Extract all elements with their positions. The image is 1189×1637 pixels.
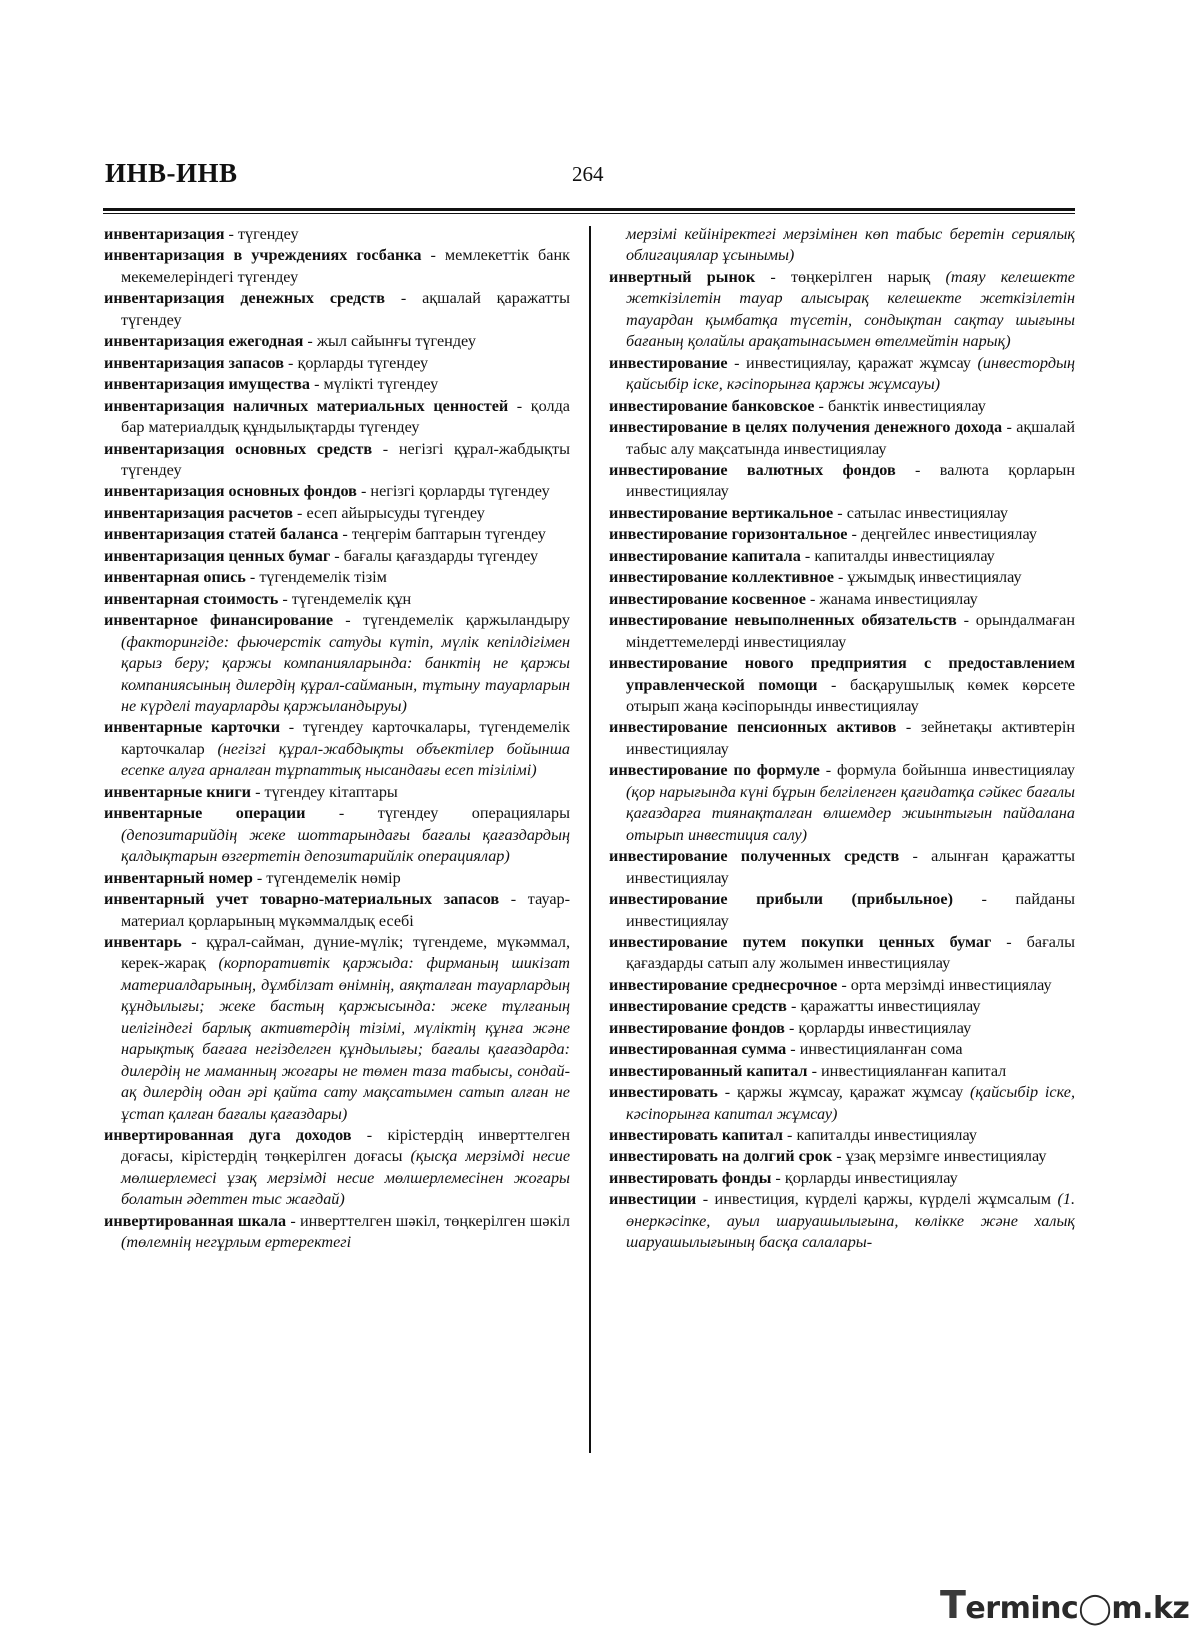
entry-term: инвестирование путем покупки ценных бумаг	[609, 932, 992, 951]
entry-definition: - түгендемелік нөмір	[252, 868, 401, 887]
entry-term: инвестированный капитал	[609, 1061, 808, 1080]
entry-definition: - пайданы инвестициялау	[626, 890, 1075, 930]
dictionary-entry	[609, 889, 1075, 932]
dictionary-entry	[609, 546, 1075, 567]
dictionary-entry	[104, 331, 570, 352]
entry-term: инвентаризация в учреждениях госбанка	[104, 246, 422, 265]
dictionary-entry	[104, 503, 570, 524]
dictionary-entry	[609, 846, 1075, 889]
column-divider	[589, 226, 591, 1453]
entry-term: инвентарная стоимость	[104, 589, 279, 608]
dictionary-entry	[609, 524, 1075, 545]
entry-definition: - қорларды түгендеу	[283, 353, 429, 372]
entry-definition: - түгендеу кітаптары	[251, 782, 398, 801]
dictionary-entry	[609, 1189, 1075, 1253]
entry-definition: - қолда бар материалдық құндылықтарды түгендеу	[121, 396, 570, 437]
entry-term: инвестирование косвенное	[609, 589, 806, 608]
entry-note: (негізгі құрал-жабдықты объектілер бойынша есепке алуға арналған тұрпаттық нысандағы есеп тізілімі)	[121, 739, 571, 780]
entry-definition: - валюта қорларын инвестициялау	[626, 460, 1076, 501]
dictionary-entry	[104, 782, 570, 803]
entry-definition: - түгендемелік қаржыландыру	[333, 611, 570, 630]
dictionary-entry	[609, 589, 1075, 610]
entry-definition: - мемлекеттік банк мекемелеріндегі түгендеу	[121, 246, 570, 286]
entry-term: инвестировать фонды	[609, 1168, 772, 1187]
entry-definition: - ұзақ мерзімге инвестициялау	[832, 1147, 1047, 1166]
dictionary-entry	[104, 1125, 570, 1211]
entry-term: инвестирование невыполненных обязательств	[609, 611, 957, 630]
entry-note: (қайсыбір іске, кәсіпорынға капитал жұмсау)	[626, 1083, 1075, 1123]
entry-note: (инвестордың қайсыбір іске, кәсіпорынға қаржы жұмсауы)	[626, 353, 1075, 394]
entry-definition: - ақшалай табыс алу мақсатында инвестициялау	[626, 418, 1075, 458]
entry-definition: - түгендеу карточкалары, түгендемелік карточкалар	[121, 718, 570, 758]
dictionary-entry	[104, 288, 570, 331]
entry-term: инвестирование прибыли (прибыльное)	[609, 890, 953, 909]
dictionary-entry	[609, 1146, 1075, 1167]
dictionary-entry	[104, 868, 570, 889]
right-column	[609, 224, 1075, 1254]
dictionary-entry	[104, 589, 570, 610]
entry-term: инвестирование среднесрочное	[609, 975, 838, 994]
entry-definition: - ұжымдық инвестициялау	[833, 568, 1022, 587]
header-rule-thick	[103, 208, 1075, 211]
entry-definition: - қорларды инвестициялау	[784, 1018, 972, 1037]
termincom-logo: Terminc◯m.kz	[940, 1583, 1189, 1627]
entry-definition: - негізгі құрал-жабдықты түгендеу	[121, 439, 571, 479]
dictionary-entry	[609, 996, 1075, 1017]
entry-term: инвестиции	[609, 1190, 697, 1209]
entry-definition: - формула бойынша инвестициялау	[819, 761, 1075, 780]
entry-term: инвестирование в целях получения денежного дохода	[609, 418, 1003, 437]
dictionary-entry	[104, 567, 570, 588]
entry-term: инвестирование средств	[609, 997, 787, 1016]
entry-definition: - бағалы қағаздарды түгендеу	[330, 546, 539, 565]
entry-definition: - деңгейлес инвестициялау	[847, 525, 1037, 544]
entry-term: инвентаризация запасов	[104, 353, 284, 372]
dictionary-entry	[609, 353, 1075, 396]
dictionary-entry	[609, 417, 1075, 460]
dictionary-entry	[609, 267, 1075, 353]
entry-definition: - инверттелген шәкіл, төңкерілген шәкіл	[286, 1211, 570, 1230]
entry-definition: - ақшалай қаражатты түгендеу	[121, 289, 570, 329]
entry-term: инвентаризация наличных материальных ценностей	[104, 396, 509, 415]
dictionary-entry	[609, 1039, 1075, 1060]
entry-note: (төлемнің негұрлым ертеректегі	[121, 1233, 352, 1252]
dictionary-entry	[609, 224, 1075, 267]
entry-definition: - зейнетақы активтерін инвестициялау	[626, 718, 1075, 758]
entry-definition: - тауар-материал қорларының мүкәммалдық есебі	[121, 890, 570, 930]
entry-term: инвентаризация статей баланса	[104, 525, 339, 544]
dictionary-entry	[104, 224, 570, 245]
dictionary-entry	[609, 460, 1075, 503]
entry-term: инвентаризация денежных средств	[104, 289, 386, 308]
entry-term: инвестирование нового предприятия с предоставлением управленческой помощи	[609, 654, 1075, 694]
entry-term: инвентарь	[104, 932, 182, 951]
dictionary-entry	[104, 481, 570, 502]
entry-note: (таяу келешекте жеткізілетін тауар алысырақ келешекте жеткізілетін тауардан қымбатқа түсетін, сондықтан сақтау шығыны бағаның қолайлы арақатынасымен өтелмейтін нарық)	[626, 267, 1075, 351]
entry-definition: - орындалмаған міндеттемелерді инвестициялау	[626, 611, 1075, 651]
page-number: 264	[572, 162, 604, 186]
entry-term: инвестировать	[609, 1083, 718, 1102]
entry-term: инвестирование банковское	[609, 396, 815, 415]
entry-term: инвестировать капитал	[609, 1126, 783, 1145]
dictionary-entry	[609, 760, 1075, 846]
dictionary-entry	[104, 439, 570, 482]
dictionary-entry	[609, 653, 1075, 717]
dictionary-entry	[609, 1082, 1075, 1125]
entry-term: инвестирование	[609, 353, 728, 372]
entry-definition: - сатылас инвестициялау	[833, 503, 1008, 522]
dictionary-entry	[104, 932, 570, 1125]
entry-note: мерзімі кейініректегі мерзімінен көп табыс беретін сериялық облигациялар ұсынымы)	[626, 225, 1075, 265]
entry-term: инвестированная сумма	[609, 1040, 787, 1059]
entry-definition: - капиталды инвестициялау	[800, 546, 995, 565]
entry-definition: - инвестицияланған сома	[786, 1040, 963, 1059]
entry-definition: - түгендемелік құн	[278, 589, 412, 608]
dictionary-entry	[104, 374, 570, 395]
entry-term: инвентаризация основных средств	[104, 439, 373, 458]
entry-term: инвентарные книги	[104, 782, 252, 801]
entry-definition: - түгендеу операциялары	[305, 804, 570, 823]
entry-term: инвентарные карточки	[104, 718, 281, 737]
entry-definition: - жыл сайынғы түгендеу	[303, 332, 476, 351]
entry-note: (депозитарийдің жеке шоттарындағы бағалы қағаздардың қалдықтарын өзгертетін депозитарийлік операциялар)	[121, 825, 570, 866]
dictionary-entry	[609, 610, 1075, 653]
entry-definition: - негізгі қорларды түгендеу	[356, 482, 550, 501]
entry-definition: - жанама инвестициялау	[805, 589, 978, 608]
dictionary-entry	[104, 889, 570, 932]
entry-term: инвестирование коллективное	[609, 568, 834, 587]
dictionary-entry	[609, 1061, 1075, 1082]
entry-term: инвертный рынок	[609, 267, 756, 286]
entry-term: инвестирование по формуле	[609, 761, 820, 780]
entry-definition: - түгендемелік тізім	[245, 568, 387, 587]
entry-definition: - банктік инвестициялау	[814, 396, 986, 415]
entry-definition: - қорларды инвестициялау	[771, 1168, 958, 1187]
entry-definition: - құрал-сайман, дүние-мүлік; түгендеме, мүкәммал, керек-жарақ	[121, 932, 570, 973]
entry-term: инвертированная шкала	[104, 1211, 287, 1230]
entry-definition: - басқарушылық көмек көрсете отырып жаңа кәсіпорынды инвестициялау	[626, 675, 1075, 715]
dictionary-entry	[104, 396, 570, 439]
dictionary-entry	[609, 717, 1075, 760]
entry-definition: - қаржы жұмсау, қаражат жұмсау	[717, 1083, 971, 1102]
header-rule-thin	[103, 213, 1075, 214]
entry-definition: - төңкерілген нарық	[755, 267, 946, 286]
entry-term: инвентаризация ценных бумаг	[104, 546, 331, 565]
entry-note: (қысқа мерзімді несие мөлшерлемесі ұзақ мерзімді несие мөлшерлемесінен жоғары болатын әдеттен тыс жағдай)	[121, 1147, 570, 1209]
entry-term: инвестирование капитала	[609, 546, 801, 565]
entry-note: (корпоративтік қаржыда: фирманың шикізат материалдарының, дұмбілзат өнімнің, аяқталған тауарлардың құндылығы; жеке бастың қаржысында: жеке тұлғаның иелігіндегі барлық активтердің тізімі, мүліктің құнға және нарықтық бағаға негізделген құндылығы; бағалы қағаздарда: дилердің не маманның жоғары не төмен таза табысы, сондай-ақ дилердің одан әрі қайта сату мақсатымен сатып алған не ұстап қалған бағалы қағаздары)	[121, 954, 570, 1123]
entry-definition: - инвестициялау, қаражат жұмсау	[727, 353, 978, 372]
dictionary-entry	[609, 1018, 1075, 1039]
entry-term: инвестирование вертикальное	[609, 503, 834, 522]
dictionary-entry	[609, 1168, 1075, 1189]
page-header-title: ИНВ-ИНВ	[105, 158, 238, 188]
entry-definition: - орта мерзімді инвестициялау	[837, 975, 1052, 994]
dictionary-entry	[609, 975, 1075, 996]
entry-term: инвестирование полученных средств	[609, 847, 900, 866]
dictionary-entry	[104, 245, 570, 288]
dictionary-entry	[104, 353, 570, 374]
dictionary-entry	[609, 503, 1075, 524]
dictionary-entry	[609, 1125, 1075, 1146]
entry-definition: - қаражатты инвестициялау	[786, 997, 981, 1016]
entry-term: инвентаризация имущества	[104, 375, 311, 394]
entry-definition: - бағалы қағаздарды сатып алу жолымен инвестициялау	[626, 932, 1075, 973]
dictionary-entry	[104, 524, 570, 545]
entry-term: инвентаризация	[104, 225, 225, 243]
entry-term: инвентаризация основных фондов	[104, 482, 357, 501]
entry-term: инвентаризация ежегодная	[104, 332, 304, 351]
dictionary-entry	[104, 610, 570, 717]
dictionary-entry	[609, 396, 1075, 417]
entry-definition: - түгендеу	[224, 225, 299, 243]
dictionary-entry	[104, 546, 570, 567]
entry-definition: - мүлікті түгендеу	[310, 375, 439, 394]
dictionary-entry	[104, 803, 570, 867]
entry-term: инвестирование горизонтальное	[609, 525, 848, 544]
entry-term: инвестирование фондов	[609, 1018, 785, 1037]
entry-term: инвентарное финансирование	[104, 611, 334, 630]
entry-definition: - инвестиция, күрделі қаржы, күрделі жұмсалым	[696, 1190, 1058, 1209]
left-column	[104, 224, 570, 1254]
entry-definition: - кірістердің инверттелген доғасы, кірістердің төңкерілген доғасы	[121, 1126, 570, 1166]
entry-definition: - теңгерім баптарын түгендеу	[338, 525, 546, 544]
entry-term: инвентарная опись	[104, 568, 246, 587]
entry-note: (1. өнеркәсіпке, ауыл шаруашылығына, көлікке және халық шаруашылығының басқа салалары-	[626, 1190, 1075, 1252]
entry-term: инвентаризация расчетов	[104, 503, 293, 522]
dictionary-entry	[609, 932, 1075, 975]
entry-term: инвестировать на долгий срок	[609, 1147, 833, 1166]
entry-definition: - алынған қаражатты инвестициялау	[626, 847, 1076, 887]
dictionary-entry	[609, 567, 1075, 588]
dictionary-entry	[104, 1211, 570, 1254]
entry-definition: - капиталды инвестициялау	[783, 1126, 977, 1145]
entry-term: инвертированная дуга доходов	[104, 1126, 352, 1145]
dictionary-entry	[104, 717, 570, 781]
entry-note: (факторингіде: фьючерстік сатуды күтіп, мүлік кепілдігімен қарыз беру; қаржы компанияларында: банктің не қаржы компаниясының дилердің құрал-сайманын, тұтыну тауарларын не күрделі тауарларды қаржыландыруы)	[121, 632, 570, 715]
entry-definition: - инвестицияланған капитал	[807, 1061, 1007, 1080]
entry-term: инвентарный номер	[104, 868, 253, 887]
entry-note: (қор нарығында күні бұрын белгіленген қағидатқа сәйкес бағалы қағаздарға тиянақталған өлшемдер жиынтығын пайдалана отырып инвестиция салу)	[626, 782, 1075, 844]
entry-term: инвестирование валютных фондов	[609, 460, 896, 479]
entry-term: инвестирование пенсионных активов	[609, 718, 897, 737]
entry-term: инвентарный учет товарно-материальных запасов	[104, 890, 500, 909]
entry-term: инвентарные операции	[104, 804, 306, 823]
entry-definition: - есеп айырысуды түгендеу	[292, 503, 485, 522]
